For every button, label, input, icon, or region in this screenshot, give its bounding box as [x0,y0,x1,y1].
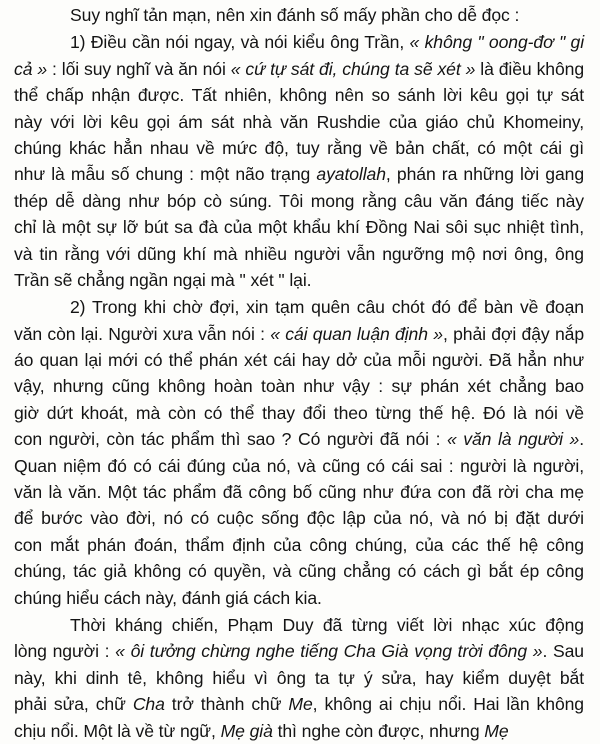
text-line [14,638,584,664]
text-line [14,558,584,584]
text-line [14,109,584,135]
text-segment: như là mẫu số chung : một não trạng [14,164,317,185]
italic-text: cả » [14,58,48,79]
italic-text: Cha [132,694,165,715]
text-line [14,532,584,558]
text-segment: lòng người : [14,641,116,662]
text-segment: thép dễ dàng như bóp cò súng. Tôi mong rằng câu văn đáng tiếc này [14,190,584,211]
text-line [14,241,584,267]
text-segment: chịu nổi. Một là về từ ngữ, [14,720,221,741]
text-segment: , không ai chịu nổi. Hai lần không [312,694,584,715]
text-segment: con người, còn tác phẩm thì sao ? Có người đã nói : [14,429,447,450]
text-line [14,56,584,82]
text-segment: phải sửa, chữ [14,694,133,715]
italic-text: « văn là người » [447,429,580,450]
text-line [14,505,584,531]
italic-text: Mẹ [484,720,509,741]
text-line [14,161,584,187]
italic-text: Mẹ già [220,720,273,741]
text-segment: thể chấp nhận được. Tất nhiên, không nên so sánh lời kêu gọi tự sát [14,85,584,106]
text-line [14,214,584,240]
text-line [14,718,584,744]
italic-text: Me [288,694,313,715]
text-line [14,267,584,293]
text-segment: văn là văn. Một tác phẩm đã công bố cũng như đứa con đã rời cha mẹ [14,482,584,503]
text-segment: Quan niệm đó có cái đúng của nó, và cũng có cái sai : người là người, [14,455,584,476]
text-segment: thì nghe còn được, nhưng [272,720,485,741]
text-line [14,188,584,214]
text-line [14,612,584,638]
text-segment: văn còn lại. Người xưa vẫn nói : [14,323,271,344]
text-segment: là điều không [475,58,585,79]
text-segment: và tin rằng với dũng khí mà nhiều người vẫn ngưỡng mộ nơi ông, ông [14,243,584,264]
text-segment: 2) Trong khi chờ đợi, xin tạm quên câu chót đó để bàn về đoạn [70,297,584,318]
text-segment: chỉ là một sự lỡ bút sa đà của một khẩu khí Đồng Nai sôi sục nhiệt tình, [14,217,584,238]
text-line [14,294,584,320]
text-line [14,373,584,399]
text-segment: để bước vào đời, nó có cuộc sống độc lập của nó, và nó bị đặt dưới [14,508,584,529]
italic-text: « cứ tự sát đi, chúng ta sẽ xét » [230,58,476,79]
text-segment: 1) Điều cần nói ngay, và nói kiểu ông Trần, [70,32,410,53]
text-segment: . Sau [542,641,584,662]
italic-text: « không " oong-đơ " gi [409,32,584,53]
text-segment: chúng hiểu cách này, đánh giá cách kia. [14,587,322,608]
italic-text: « cái quan luận định » [270,323,443,344]
text-segment: Trần sẽ chẳng ngần ngại mà " xét " lại. [14,269,312,290]
text-segment: này với lời kêu gọi ám sát nhà văn Rushdie của giáo chủ Khomeiny, [14,111,584,132]
text-segment: vậy, nhưng cũng không hoàn toàn như vậy : sự phán xét chẳng bao [14,376,584,397]
text-line [14,400,584,426]
text-segment: áo quan lại mới có thể phán xét cái hay dở của mỗi người. Đã hẳn như [14,350,584,371]
book-page [0,2,600,741]
text-line [14,135,584,161]
text-line [14,2,584,28]
text-line [14,426,584,452]
paragraph-part-3 [14,612,584,744]
text-body [14,2,584,744]
text-segment: này, khi dinh tê, không hiểu vì ông ta tự ý sửa, hay kiểm duyệt bắt [14,667,584,688]
text-line [14,347,584,373]
text-line [14,691,584,717]
text-segment: chúng khác hẳn nhau về mức độ, tuy rằng về bản chất, có một cái gì [14,137,584,158]
text-line [14,453,584,479]
text-segment: giờ dứt khoát, mà còn có thể thay đổi theo từng thế hệ. Đó là nói về [14,402,584,423]
paragraph-part-1 [14,29,584,293]
text-segment: trở thành chữ [164,694,289,715]
paragraph-intro [14,2,584,28]
text-line [14,321,584,347]
text-segment: Suy nghĩ tản mạn, nên xin đánh số mấy phần cho dễ đọc : [70,5,520,25]
text-segment: : lối suy nghĩ và ăn nói [47,58,231,79]
text-segment: , phán ra những lời gang [385,164,585,185]
text-segment: chúng, tác giả không có quyền, và cũng chẳng có cách gì bắt ép công [14,561,584,582]
text-segment: . [579,429,584,450]
text-line [14,665,584,691]
text-segment: con mắt phán đoán, thẩm định của công chúng, của các thế hệ công [14,534,584,555]
text-segment: , phải đợi đậy nắp [442,323,585,344]
text-line [14,479,584,505]
text-line [14,585,584,611]
italic-text: ayatollah [316,164,386,185]
text-line [14,82,584,108]
italic-text: « ôi tưởng chừng nghe tiếng Cha Già vọng trời đông » [115,641,543,662]
text-segment: Thời kháng chiến, Phạm Duy đã từng viết lời nhạc xúc động [70,614,584,635]
text-line [14,29,584,55]
paragraph-part-2 [14,294,584,611]
